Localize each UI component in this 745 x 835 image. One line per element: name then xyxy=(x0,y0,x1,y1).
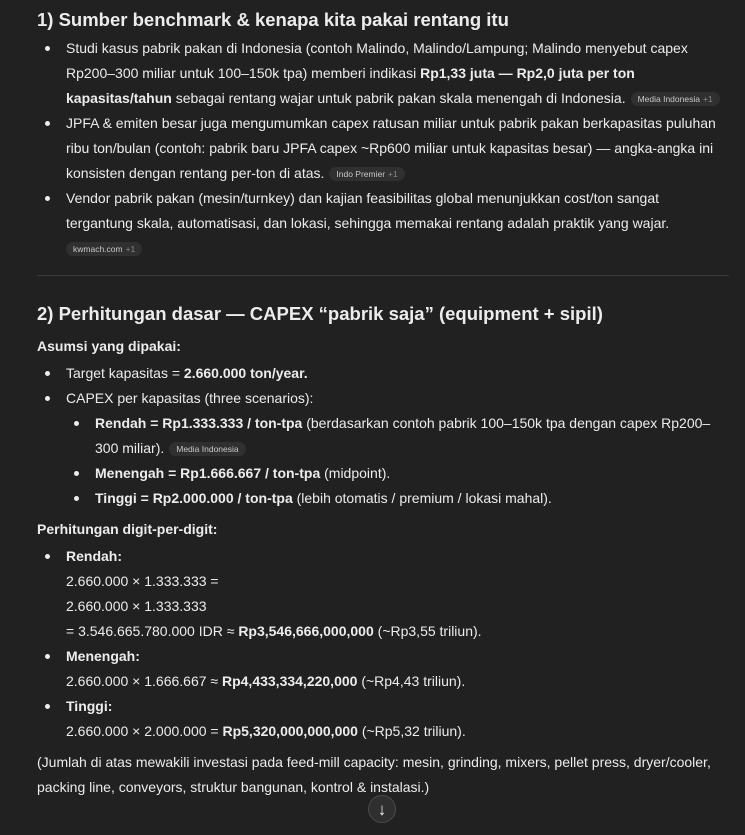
calc-line: 2.660.000 × 1.333.333 xyxy=(66,598,207,614)
citation-chip[interactable] xyxy=(66,242,142,256)
calc-result: Rp3,546,666,000,000 xyxy=(238,623,374,639)
list-item xyxy=(37,186,729,261)
list-item xyxy=(66,411,729,461)
calc-result: Rp4,433,334,220,000 xyxy=(221,673,358,689)
list-item xyxy=(37,36,729,111)
calc-text: (~Rp3,55 triliun). xyxy=(373,623,482,639)
list-item xyxy=(66,461,729,486)
scroll-to-bottom-button[interactable] xyxy=(368,795,396,823)
bullet-bold: Rp1,33 juta — Rp2,0 juta per ton kapasitas/tahun xyxy=(66,65,635,106)
citation-chip[interactable] xyxy=(329,167,404,181)
citation-source: Indo Premier xyxy=(336,169,386,179)
citation-source: Media Indonesia xyxy=(637,94,700,104)
calc-menengah-label: Menengah: xyxy=(66,648,140,664)
calc-line: 2.660.000 × 1.333.333 = xyxy=(66,573,219,589)
scenario-rendah: Rendah = Rp1.333.333 / ton-tpa xyxy=(95,415,303,431)
citation-chip[interactable] xyxy=(169,442,245,456)
target-label: Target kapasitas = xyxy=(66,365,184,381)
calc-text: 2.660.000 × 2.000.000 = xyxy=(66,723,223,739)
capex-scenarios xyxy=(66,411,729,511)
scenario-tinggi: Tinggi = Rp2.000.000 / ton-tpa xyxy=(95,490,293,506)
calc-list xyxy=(37,544,729,744)
citation-source: Media Indonesia xyxy=(176,444,239,454)
citation-count: +1 xyxy=(125,244,136,254)
bullet-text: JPFA & emiten besar juga mengumumkan capex ratusan miliar untuk pabrik pakan berkapasitas puluhan ribu ton/bulan (contoh: pabrik baru JPFA capex ~Rp600 miliar untuk kapasitas besar) — angka-angka ini konsisten dengan rentang per-ton di atas. xyxy=(66,115,716,181)
citation-count: +1 xyxy=(702,94,713,104)
scenario-note: (lebih otomatis / premium / lokasi mahal). xyxy=(292,490,552,506)
section-divider xyxy=(37,275,729,276)
calc-text: (~Rp4,43 triliun). xyxy=(357,673,466,689)
calc-text: 2.660.000 × 1.666.667 ≈ xyxy=(66,673,222,689)
list-item xyxy=(66,486,729,511)
assumptions-list xyxy=(37,361,729,511)
calc-text: (~Rp5,32 triliun). xyxy=(357,723,466,739)
calc-label: Perhitungan digit-per-digit: xyxy=(37,521,218,537)
list-item xyxy=(37,694,729,744)
note-paragraph: (Jumlah di atas mewakili investasi pada feed-mill capacity: mesin, grinding, mixers, pellet press, dryer/cooler, packing line, conveyors, struktur bangunan, kontrol & instalasi.) xyxy=(37,754,711,795)
list-item xyxy=(37,544,729,644)
capex-label: CAPEX per kapasitas (three scenarios): xyxy=(66,390,314,406)
calc-result: Rp5,320,000,000,000 xyxy=(222,723,358,739)
list-item xyxy=(37,111,729,186)
scenario-note: (midpoint). xyxy=(320,465,391,481)
list-item xyxy=(37,644,729,694)
list-item xyxy=(37,386,729,511)
arrow-down-icon: ↓ xyxy=(377,800,387,819)
target-value: 2.660.000 ton/year. xyxy=(183,365,308,381)
section2-heading: 2) Perhitungan dasar — CAPEX “pabrik saja” (equipment + sipil) xyxy=(37,303,603,324)
calc-tinggi-label: Tinggi: xyxy=(66,698,113,714)
assumptions-label: Asumsi yang dipakai: xyxy=(37,338,181,354)
citation-count: +1 xyxy=(388,169,398,179)
scenario-note: (berdasarkan contoh pabrik 100–150k tpa dengan capex Rp200–300 miliar). xyxy=(95,415,711,456)
citation-chip[interactable] xyxy=(631,92,720,106)
section1-list xyxy=(37,36,729,261)
citation-source: kwmach.com xyxy=(73,244,123,254)
calc-rendah-label: Rendah: xyxy=(66,548,122,564)
bullet-text: sebagai rentang wajar untuk pabrik pakan skala menengah di Indonesia. xyxy=(171,90,626,106)
scenario-menengah: Menengah = Rp1.666.667 / ton-tpa xyxy=(95,465,321,481)
section1-heading: 1) Sumber benchmark & kenapa kita pakai rentang itu xyxy=(37,9,509,30)
calc-text: = 3.546.665.780.000 IDR ≈ xyxy=(66,623,239,639)
bullet-text: Studi kasus pabrik pakan di Indonesia (contoh Malindo, Malindo/Lampung; Malindo menyebut capex Rp200–300 miliar untuk 100–150k tpa) memberi indikasi xyxy=(66,40,688,81)
bullet-text: Vendor pabrik pakan (mesin/turnkey) dan kajian feasibilitas global menunjukkan cost/ton sangat tergantung skala, automatisasi, dan lokasi, sehingga memakai rentang adalah praktik yang wajar. xyxy=(66,190,670,231)
list-item xyxy=(37,361,729,386)
